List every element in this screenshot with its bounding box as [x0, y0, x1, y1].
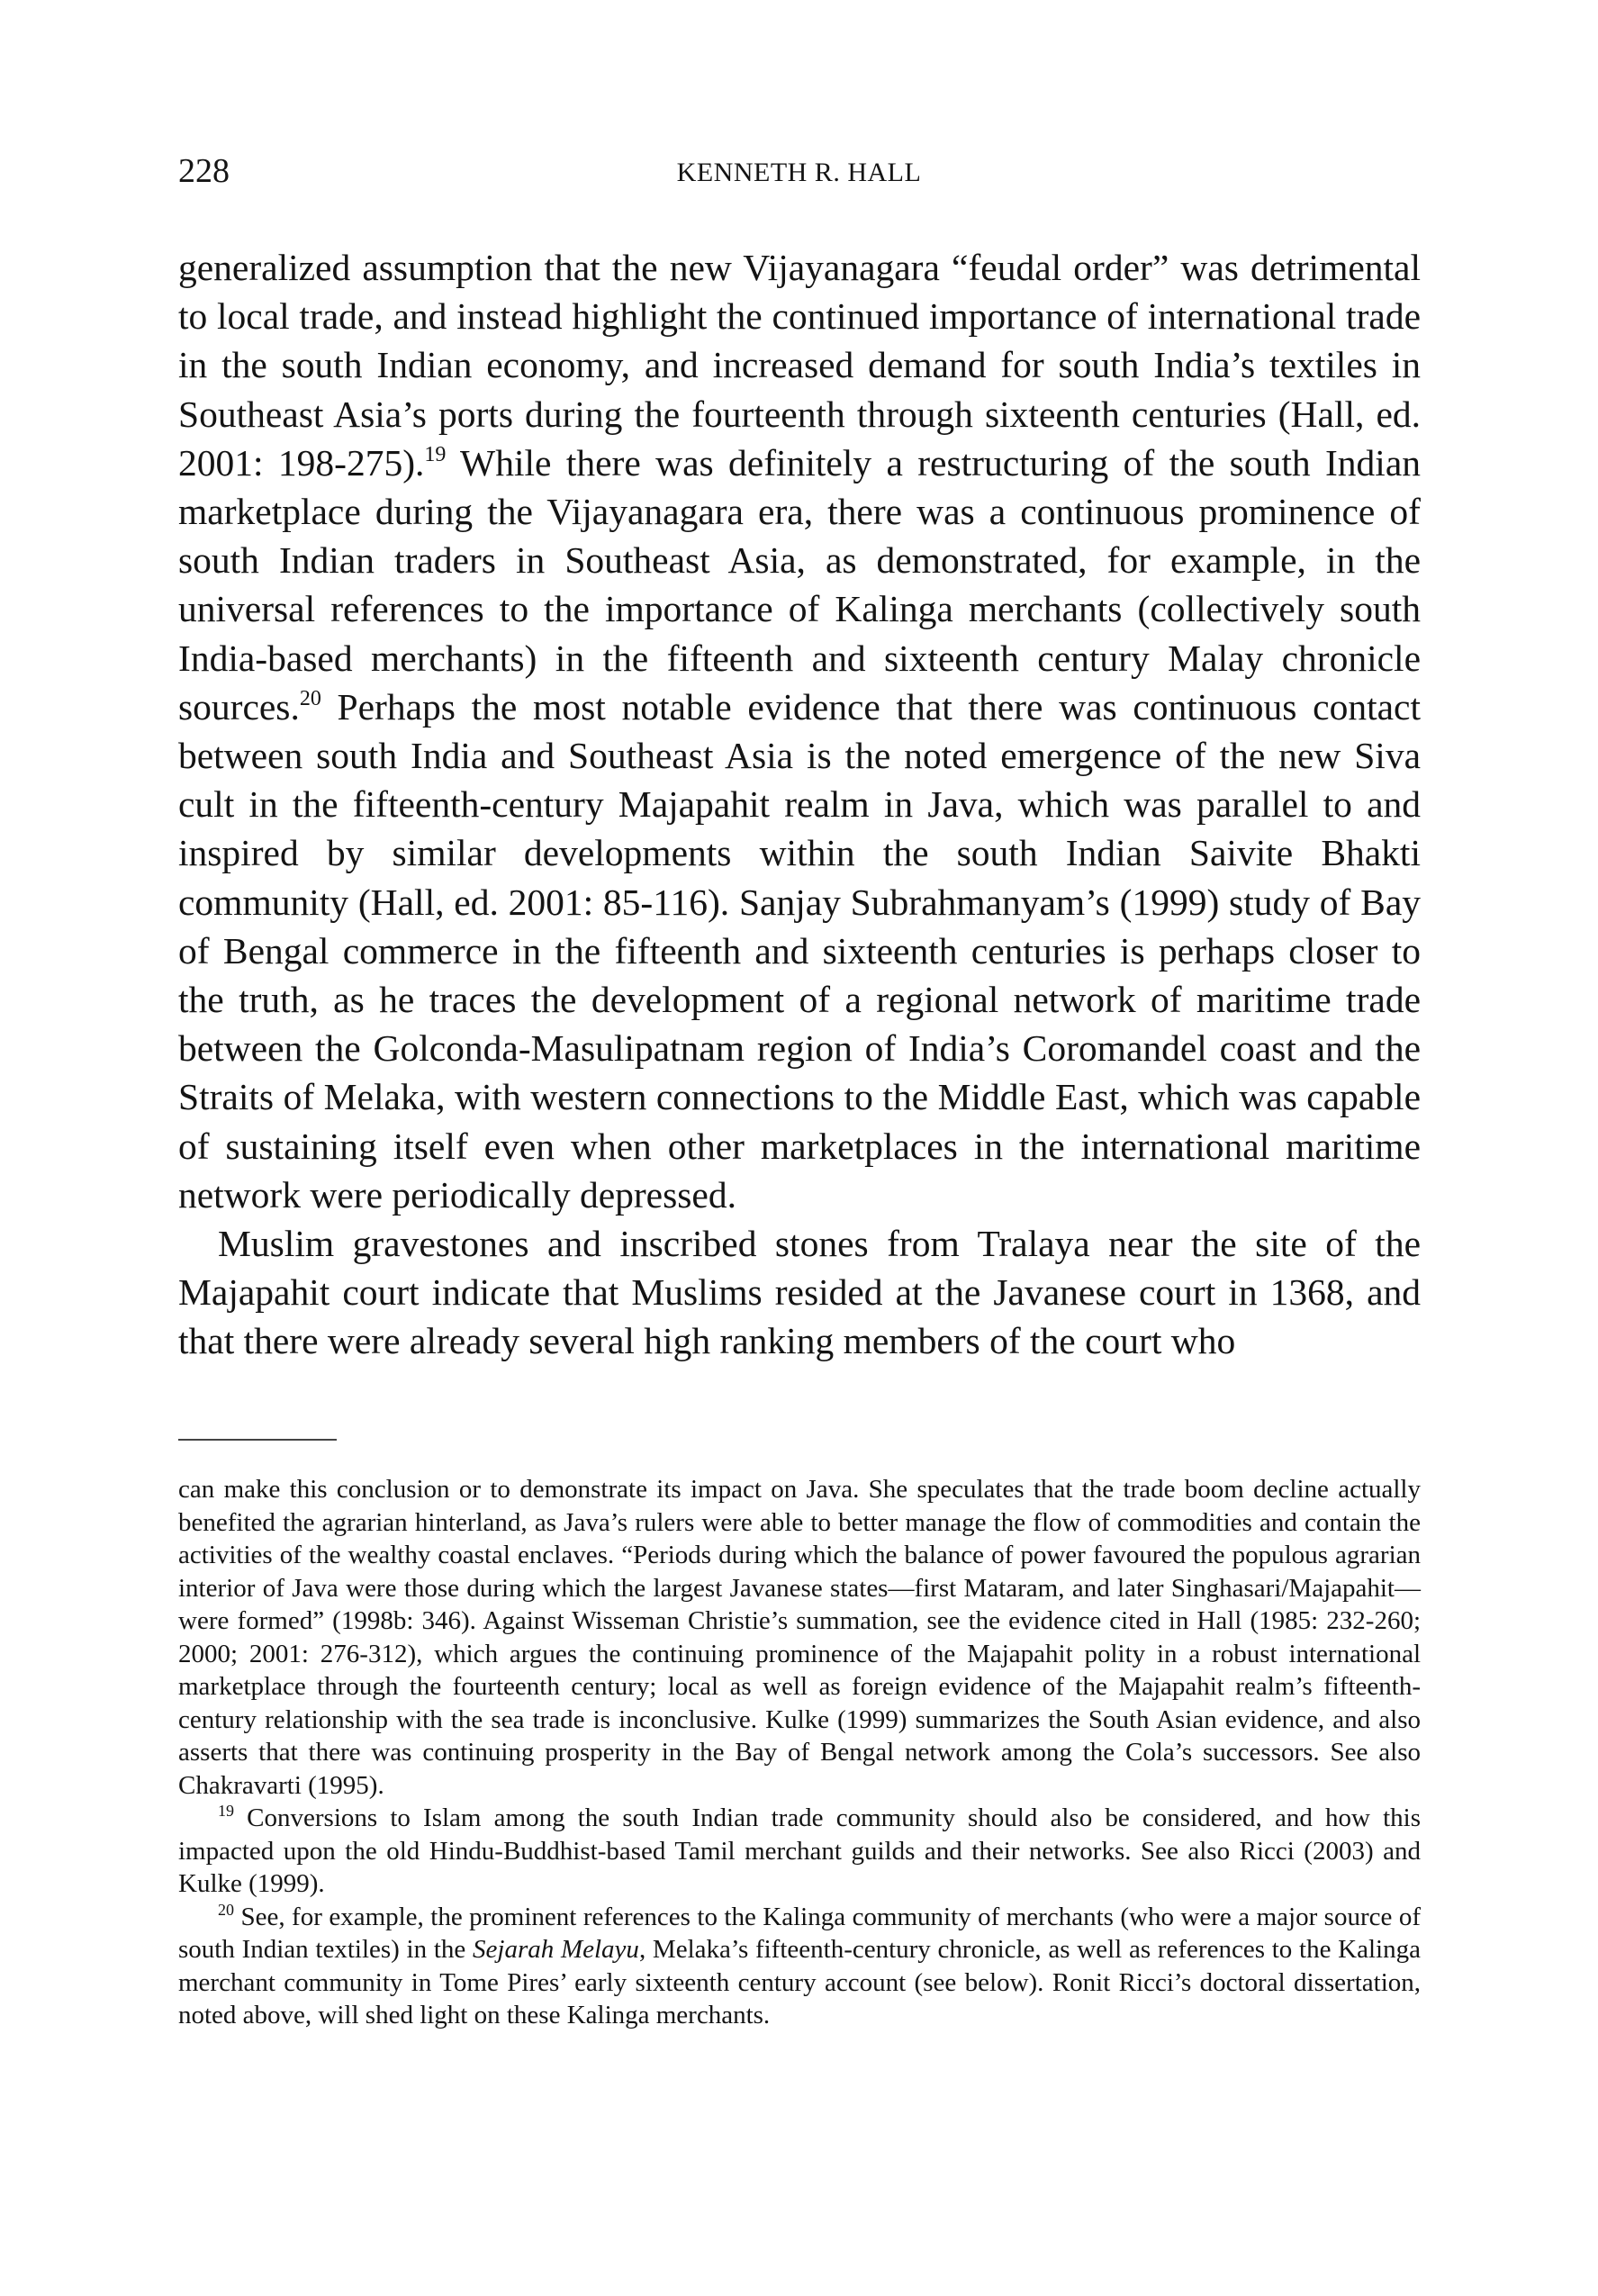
body-paragraph-1-part-3: Perhaps the most notable evidence that there was continuous contact between south India and Southeast Asia is the noted emergence of the new Siva cult in the fifteenth-century Majapahit realm in Java, which was parallel to and inspired by similar developments within the south Indian Saivite Bhakti community (Hall, ed. 2001: 85-116). Sanjay Subrahmanyam’s (1999) study of Bay of Bengal commerce in the fifteenth and sixteenth centuries is perhaps closer to the truth, as he traces the development of a regional network of maritime trade between the Golconda-Masulipatnam region of India’s Coromandel coast and the Straits of Melaka, with western connections to the Middle East, which was capable of sustaining itself even when other marketplaces in the international maritime network were periodically depressed.: [178, 685, 1421, 1216]
footnote-continued: can make this conclusion or to demonstrate its impact on Java. She speculates that the trade boom decline actually benefited the agrarian hinterland, as Java’s rulers were able to better manage the flow of commodities and contain the activities of the wealthy coastal enclaves. “Periods during which the balance of power favoured the populous agrarian interior of Java were those during which the largest Javanese states—first Mataram, and later Singhasari/Majapahit—were formed” (1998b: 346). Against Wisseman Christie’s summation, see the evidence cited in Hall (1985: 232-260; 2000; 2001: 276-312), which argues the continuing prominence of the Majapahit polity in a robust international marketplace through the fourteenth century; local as well as foreign evidence of the Majapahit realm’s fifteenth-century relationship with the sea trade is inconclusive. Kulke (1999) summarizes the South Asian evidence, and also asserts that there was continuing prosperity in the Bay of Bengal network among the Cola’s successors. See also Chakravarti (1995).: [178, 1475, 1421, 1800]
footnote-20-text-before: See, for example, the prominent references to the Kalinga community of merchants (who were a major source of south Indian textiles) in the: [178, 1902, 1421, 1964]
footnote-20: [178, 1901, 1421, 2032]
body-paragraph-1-part-1: generalized assumption that the new Vijayanagara “feudal order” was detrimental to local trade, and instead highlight the continued importance of international trade in the south Indian economy, and increased demand for south India’s textiles in Southeast Asia’s ports during the fourteenth through sixteenth centuries (Hall, ed. 2001: 198-275).: [178, 247, 1421, 484]
page-number: 228: [178, 152, 230, 190]
body-paragraph-1-part-2: While there was definitely a restructuring of the south Indian marketplace during the Vijayanagara era, there was a continuous prominence of south Indian traders in Southeast Asia, as demonstrated, for example, in the universal references to the importance of Kalinga merchants (collectively south India-based merchants) in the fifteenth and sixteenth century Malay chronicle sources.: [178, 441, 1421, 728]
footnote-19-number: 19: [218, 1802, 234, 1820]
footnote-ref-20[interactable]: 20: [299, 686, 321, 710]
footnotes: [178, 1473, 1421, 2032]
footnote-20-text-after: , Melaka’s fifteenth-century chronicle, as well as references to the Kalinga merchant community in Tome Pires’ early sixteenth century account (see below). Ronit Ricci’s doctoral dissertation, noted above, will shed light on these Kalinga merchants.: [178, 1935, 1421, 2029]
footnote-19: [178, 1802, 1421, 1901]
footnote-divider: [178, 1439, 337, 1441]
footnote-20-title: Sejarah Melayu: [473, 1935, 639, 1964]
running-head: KENNETH R. HALL: [676, 158, 922, 187]
footnote-ref-19[interactable]: 19: [424, 442, 447, 466]
footnote-20-number: 20: [218, 1900, 234, 1919]
footnote-19-text: Conversions to Islam among the south Indian trade community should also be considered, and how this impacted upon the old Hindu-Buddhist-based Tamil merchant guilds and their networks. See also Ricci (2003) and Kulke (1999).: [178, 1803, 1421, 1898]
main-text: [178, 243, 1421, 1366]
body-paragraph-2: Muslim gravestones and inscribed stones from Tralaya near the site of the Majapahit court indicate that Muslims resided at the Javanese court in 1368, and that there were already several high ranking members of the court who: [178, 1223, 1421, 1362]
body-paragraph-1: [178, 243, 1421, 1219]
